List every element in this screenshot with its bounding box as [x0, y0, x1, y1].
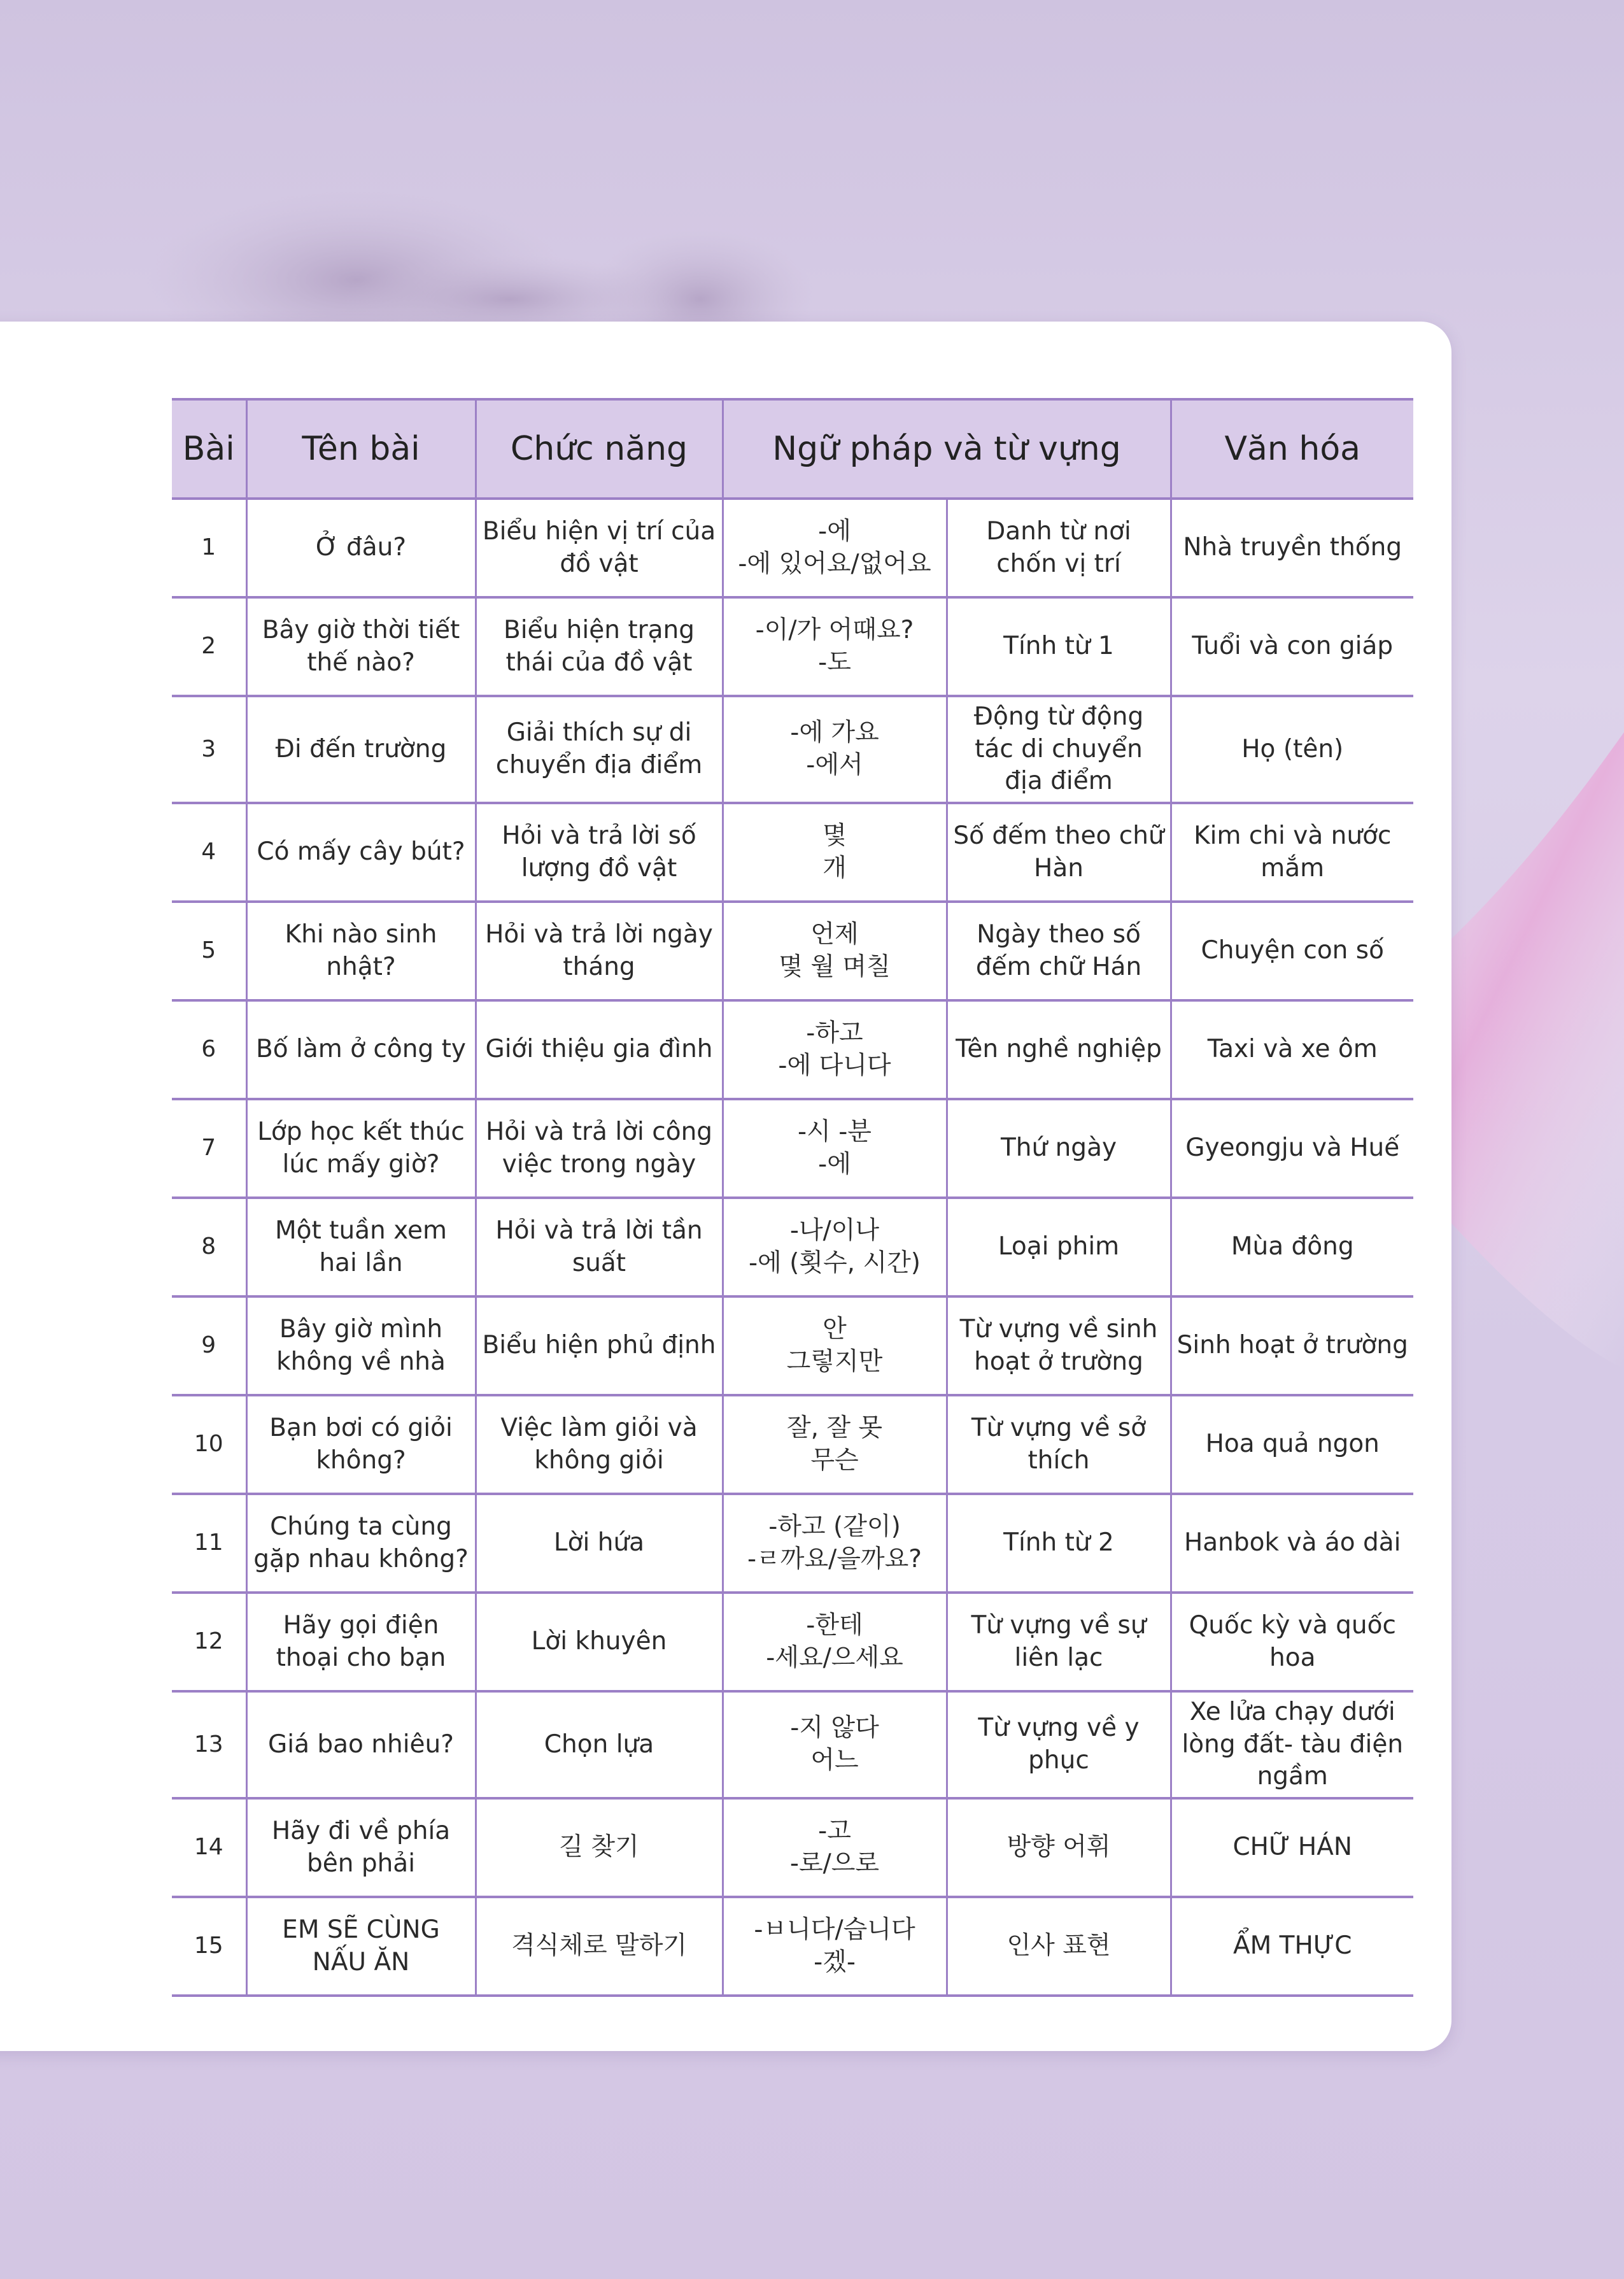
- lesson-function-text: Lời khuyên: [531, 1627, 667, 1656]
- lesson-culture: [1171, 1798, 1413, 1897]
- lesson-function-text: Hỏi và trả lời công việc trong ngày: [485, 1117, 713, 1179]
- lesson-function-text: Việc làm giỏi và không giỏi: [500, 1413, 698, 1475]
- lesson-vocabulary-text: 방향 어휘: [1006, 1833, 1111, 1862]
- lesson-number-text: 15: [194, 1933, 223, 1959]
- lesson-culture-text: Họ (tên): [1241, 734, 1344, 763]
- lesson-culture: [1171, 1395, 1413, 1494]
- grammar-item: -지 않다: [790, 1714, 879, 1743]
- lesson-function: [476, 1000, 723, 1099]
- grammar-item: -고: [818, 1816, 851, 1845]
- lesson-number-text: 9: [201, 1332, 216, 1359]
- grammar-item: 그렇지만: [786, 1347, 883, 1376]
- table-row: [172, 1296, 1413, 1395]
- lesson-function: [476, 902, 723, 1000]
- lesson-culture: [1171, 696, 1413, 803]
- lesson-title: [246, 803, 476, 902]
- lesson-grammar: [723, 1395, 947, 1494]
- grammar-item: -겠-: [814, 1947, 856, 1977]
- lesson-vocabulary-text: Động từ động tác di chuyển địa điểm: [973, 702, 1144, 796]
- lesson-grammar: [723, 597, 947, 696]
- table-row: [172, 1897, 1413, 1996]
- lesson-vocabulary: [947, 1593, 1171, 1691]
- grammar-item: 언제: [810, 919, 859, 949]
- lesson-number: [172, 1000, 246, 1099]
- lesson-grammar: [723, 1198, 947, 1296]
- lesson-vocabulary: [947, 696, 1171, 803]
- grammar-item: -하고: [806, 1018, 863, 1047]
- lesson-vocabulary-text: Ngày theo số đếm chữ Hán: [975, 919, 1142, 981]
- grammar-item: -이/가 어때요?: [755, 615, 914, 644]
- table-row: [172, 1099, 1413, 1198]
- table-row: [172, 1691, 1413, 1798]
- table-row: [172, 499, 1413, 597]
- lesson-number-text: 12: [194, 1628, 223, 1655]
- lesson-function: [476, 1691, 723, 1798]
- table-row: [172, 902, 1413, 1000]
- lesson-number: [172, 1494, 246, 1593]
- lesson-title-text: Một tuần xem hai lần: [274, 1216, 448, 1277]
- grammar-item: -에서: [806, 751, 863, 780]
- lesson-title: [246, 1897, 476, 1996]
- lesson-number-text: 10: [194, 1431, 223, 1458]
- lesson-vocabulary: [947, 597, 1171, 696]
- lesson-number: [172, 1593, 246, 1691]
- lesson-title-text: EM SẼ CÙNG NẤU ĂN: [282, 1915, 440, 1977]
- lesson-function: [476, 696, 723, 803]
- lesson-title: [246, 1798, 476, 1897]
- lesson-grammar: [723, 1296, 947, 1395]
- lesson-function-text: 격식체로 말하기: [511, 1931, 688, 1961]
- lesson-vocabulary-text: Tính từ 2: [1003, 1528, 1114, 1558]
- lesson-grammar: [723, 1099, 947, 1198]
- lesson-title: [246, 1000, 476, 1099]
- lesson-number-text: 1: [201, 534, 216, 561]
- lesson-grammar: [723, 1593, 947, 1691]
- lesson-culture: [1171, 1099, 1413, 1198]
- grammar-item: -에: [818, 1149, 851, 1179]
- lesson-culture: [1171, 499, 1413, 597]
- lesson-vocabulary: [947, 803, 1171, 902]
- lesson-number: [172, 902, 246, 1000]
- lesson-number-text: 3: [201, 735, 216, 762]
- lesson-vocabulary-text: Từ vựng về sự liên lạc: [971, 1610, 1147, 1672]
- table-row: [172, 1593, 1413, 1691]
- lesson-vocabulary: [947, 1691, 1171, 1798]
- grammar-item: 어느: [810, 1746, 859, 1775]
- header-function: Chức năng: [476, 399, 723, 499]
- lesson-vocabulary-text: Tên nghề nghiệp: [956, 1035, 1162, 1064]
- header-culture: Văn hóa: [1171, 399, 1413, 499]
- lesson-function: [476, 803, 723, 902]
- lesson-culture-text: Hoa quả ngon: [1205, 1430, 1380, 1459]
- lesson-function: [476, 1395, 723, 1494]
- lesson-number: [172, 696, 246, 803]
- lesson-title-text: Lớp học kết thúc lúc mấy giờ?: [257, 1117, 465, 1179]
- table-row: [172, 1494, 1413, 1593]
- lesson-function-text: Hỏi và trả lời số lượng đồ vật: [502, 821, 696, 883]
- lesson-grammar: [723, 696, 947, 803]
- lesson-title: [246, 1494, 476, 1593]
- lesson-vocabulary-text: 인사 표현: [1006, 1931, 1111, 1961]
- lesson-culture-text: Gyeongju và Huế: [1185, 1133, 1400, 1163]
- lesson-culture-text: Hanbok và áo dài: [1183, 1528, 1401, 1558]
- lesson-function-text: Hỏi và trả lời tần suất: [495, 1216, 703, 1277]
- lesson-function-text: Biểu hiện vị trí của đồ vật: [482, 516, 716, 578]
- lesson-culture: [1171, 1000, 1413, 1099]
- lesson-function-text: Biểu hiện phủ định: [482, 1331, 716, 1360]
- table-row: [172, 597, 1413, 696]
- lesson-vocabulary: [947, 1198, 1171, 1296]
- lesson-title-text: Khi nào sinh nhật?: [285, 919, 437, 981]
- lesson-vocabulary: [947, 1395, 1171, 1494]
- lesson-culture: [1171, 902, 1413, 1000]
- lesson-grammar: [723, 1494, 947, 1593]
- grammar-item: -나/이나: [789, 1216, 880, 1245]
- lesson-function: [476, 1099, 723, 1198]
- lesson-function: [476, 1798, 723, 1897]
- table-row: [172, 1198, 1413, 1296]
- lesson-function-text: Biểu hiện trạng thái của đồ vật: [503, 615, 695, 677]
- grammar-item: -세요/으세요: [766, 1643, 903, 1672]
- lesson-number: [172, 1897, 246, 1996]
- lesson-vocabulary: [947, 1494, 1171, 1593]
- lesson-function-text: Giới thiệu gia đình: [485, 1035, 713, 1064]
- lesson-number-text: 8: [201, 1233, 216, 1260]
- lesson-number: [172, 1198, 246, 1296]
- lesson-number: [172, 499, 246, 597]
- lesson-culture: [1171, 1296, 1413, 1395]
- lesson-culture-text: Nhà truyền thống: [1183, 533, 1402, 562]
- lesson-title: [246, 902, 476, 1000]
- lesson-vocabulary-text: Danh từ nơi chốn vị trí: [986, 516, 1131, 578]
- lesson-culture: [1171, 803, 1413, 902]
- lesson-vocabulary-text: Từ vựng về sở thích: [971, 1413, 1147, 1475]
- grammar-item: -에 다니다: [778, 1051, 891, 1080]
- table-row: [172, 1798, 1413, 1897]
- lesson-number: [172, 597, 246, 696]
- lesson-culture-text: Tuổi và con giáp: [1192, 632, 1394, 661]
- grammar-item: -에 있어요/없어요: [738, 549, 931, 578]
- lesson-number-text: 13: [194, 1731, 223, 1757]
- lesson-grammar: [723, 499, 947, 597]
- lesson-title-text: Giá bao nhiêu?: [268, 1729, 454, 1759]
- header-grammar-vocab: Ngữ pháp và từ vựng: [723, 399, 1171, 499]
- lesson-title: [246, 1198, 476, 1296]
- lesson-culture-text: ẨM THỰC: [1232, 1931, 1352, 1961]
- lesson-title-text: Chúng ta cùng gặp nhau không?: [253, 1512, 469, 1573]
- lesson-vocabulary: [947, 1798, 1171, 1897]
- lesson-culture-text: Xe lửa chạy dưới lòng đất- tàu điện ngầm: [1182, 1698, 1404, 1791]
- lesson-vocabulary-text: Từ vựng về sinh hoạt ở trường: [959, 1314, 1158, 1376]
- grammar-item: 개: [823, 853, 847, 883]
- lesson-number-text: 14: [194, 1834, 223, 1861]
- lesson-culture-text: Mùa đông: [1231, 1232, 1354, 1261]
- lesson-culture: [1171, 1593, 1413, 1691]
- lesson-number-text: 6: [201, 1036, 216, 1063]
- lesson-culture-text: Sinh hoạt ở trường: [1176, 1331, 1408, 1360]
- lesson-function-text: Chọn lựa: [544, 1729, 654, 1759]
- lesson-vocabulary-text: Từ vựng về y phục: [978, 1714, 1140, 1775]
- lesson-vocabulary-text: Thứ ngày: [1000, 1133, 1117, 1163]
- lesson-title: [246, 1691, 476, 1798]
- table-row: [172, 1000, 1413, 1099]
- lesson-title-text: Hãy gọi điện thoại cho bạn: [276, 1610, 446, 1672]
- lesson-title: [246, 1099, 476, 1198]
- grammar-item: 잘, 잘 못: [786, 1413, 883, 1442]
- lesson-vocabulary: [947, 1000, 1171, 1099]
- lesson-title-text: Có mấy cây bút?: [257, 837, 465, 867]
- lesson-culture: [1171, 1897, 1413, 1996]
- lesson-culture-text: Quốc kỳ và quốc hoa: [1189, 1610, 1396, 1672]
- lesson-title: [246, 1395, 476, 1494]
- lesson-culture: [1171, 1494, 1413, 1593]
- grammar-item: 몇 월 며칠: [779, 952, 891, 981]
- grammar-item: -ㄹ까요/을까요?: [747, 1544, 922, 1573]
- lesson-number-text: 11: [194, 1530, 223, 1556]
- lesson-title: [246, 499, 476, 597]
- lesson-title-text: Bây giờ mình không về nhà: [276, 1314, 446, 1376]
- lesson-vocabulary: [947, 1296, 1171, 1395]
- table-row: [172, 803, 1413, 902]
- grammar-item: -ㅂ니다/습니다: [754, 1915, 915, 1944]
- table-header-row: [172, 399, 1413, 499]
- lesson-function: [476, 1897, 723, 1996]
- lesson-culture-text: Taxi và xe ôm: [1207, 1035, 1378, 1064]
- lesson-vocabulary: [947, 499, 1171, 597]
- lesson-title-text: Bây giờ thời tiết thế nào?: [262, 615, 460, 677]
- lesson-number-text: 2: [201, 633, 216, 660]
- grammar-item: -시 -분: [798, 1117, 872, 1146]
- lesson-number-text: 5: [201, 937, 216, 964]
- lesson-title-text: Hãy đi về phía bên phải: [271, 1816, 451, 1878]
- lesson-number-text: 7: [201, 1135, 216, 1161]
- lesson-grammar: [723, 902, 947, 1000]
- lesson-title: [246, 597, 476, 696]
- lesson-function: [476, 1593, 723, 1691]
- lesson-grammar: [723, 1798, 947, 1897]
- lesson-vocabulary: [947, 902, 1171, 1000]
- lesson-function-text: Giải thích sự di chuyển địa điểm: [495, 718, 703, 780]
- grammar-item: 몇: [823, 821, 847, 850]
- grammar-item: 무슨: [810, 1445, 859, 1475]
- grammar-item: -한테: [806, 1610, 863, 1640]
- lesson-function-text: 길 찾기: [559, 1833, 639, 1862]
- lesson-number: [172, 1296, 246, 1395]
- header-lesson: Bài: [172, 399, 246, 499]
- lesson-number: [172, 1691, 246, 1798]
- lesson-vocabulary-text: Tính từ 1: [1003, 632, 1114, 661]
- lesson-title: [246, 1296, 476, 1395]
- header-title: Tên bài: [246, 399, 476, 499]
- grammar-item: -로/으로: [789, 1849, 880, 1878]
- lesson-function-text: Hỏi và trả lời ngày tháng: [485, 919, 713, 981]
- lesson-title-text: Bạn bơi có giỏi không?: [269, 1413, 453, 1475]
- grammar-item: -에 가요: [790, 718, 879, 748]
- lesson-title-text: Đi đến trường: [275, 734, 447, 763]
- lesson-number-text: 4: [201, 839, 216, 865]
- grammar-item: 안: [823, 1314, 847, 1344]
- lesson-number: [172, 1099, 246, 1198]
- lesson-culture-text: Chuyện con số: [1201, 936, 1384, 965]
- lesson-function: [476, 1296, 723, 1395]
- lesson-number: [172, 803, 246, 902]
- lesson-title-text: Ở đâu?: [315, 533, 407, 562]
- lesson-function-text: Lời hứa: [553, 1528, 645, 1558]
- lesson-number: [172, 1395, 246, 1494]
- lesson-title-text: Bố làm ở công ty: [256, 1035, 466, 1064]
- lesson-culture: [1171, 597, 1413, 696]
- contents-table: [172, 398, 1413, 1997]
- lesson-grammar: [723, 1691, 947, 1798]
- grammar-item: -도: [818, 648, 851, 677]
- lesson-culture: [1171, 1198, 1413, 1296]
- lesson-title: [246, 1593, 476, 1691]
- lesson-culture: [1171, 1691, 1413, 1798]
- table-row: [172, 1395, 1413, 1494]
- lesson-function: [476, 597, 723, 696]
- lesson-function: [476, 1494, 723, 1593]
- grammar-item: -하고 (같이): [768, 1512, 901, 1541]
- grammar-item: -에: [818, 516, 851, 546]
- lesson-function: [476, 1198, 723, 1296]
- lesson-grammar: [723, 1897, 947, 1996]
- lesson-vocabulary-text: Loại phim: [998, 1232, 1120, 1261]
- lesson-grammar: [723, 1000, 947, 1099]
- lesson-vocabulary: [947, 1897, 1171, 1996]
- lesson-vocabulary-text: Số đếm theo chữ Hàn: [953, 821, 1164, 883]
- lesson-number: [172, 1798, 246, 1897]
- table-row: [172, 696, 1413, 803]
- lesson-culture-text: CHỮ HÁN: [1232, 1833, 1353, 1862]
- lesson-title: [246, 696, 476, 803]
- lesson-vocabulary: [947, 1099, 1171, 1198]
- lesson-grammar: [723, 803, 947, 902]
- grammar-item: -에 (횟수, 시간): [748, 1248, 921, 1277]
- lesson-culture-text: Kim chi và nước mắm: [1194, 821, 1392, 883]
- lesson-function: [476, 499, 723, 597]
